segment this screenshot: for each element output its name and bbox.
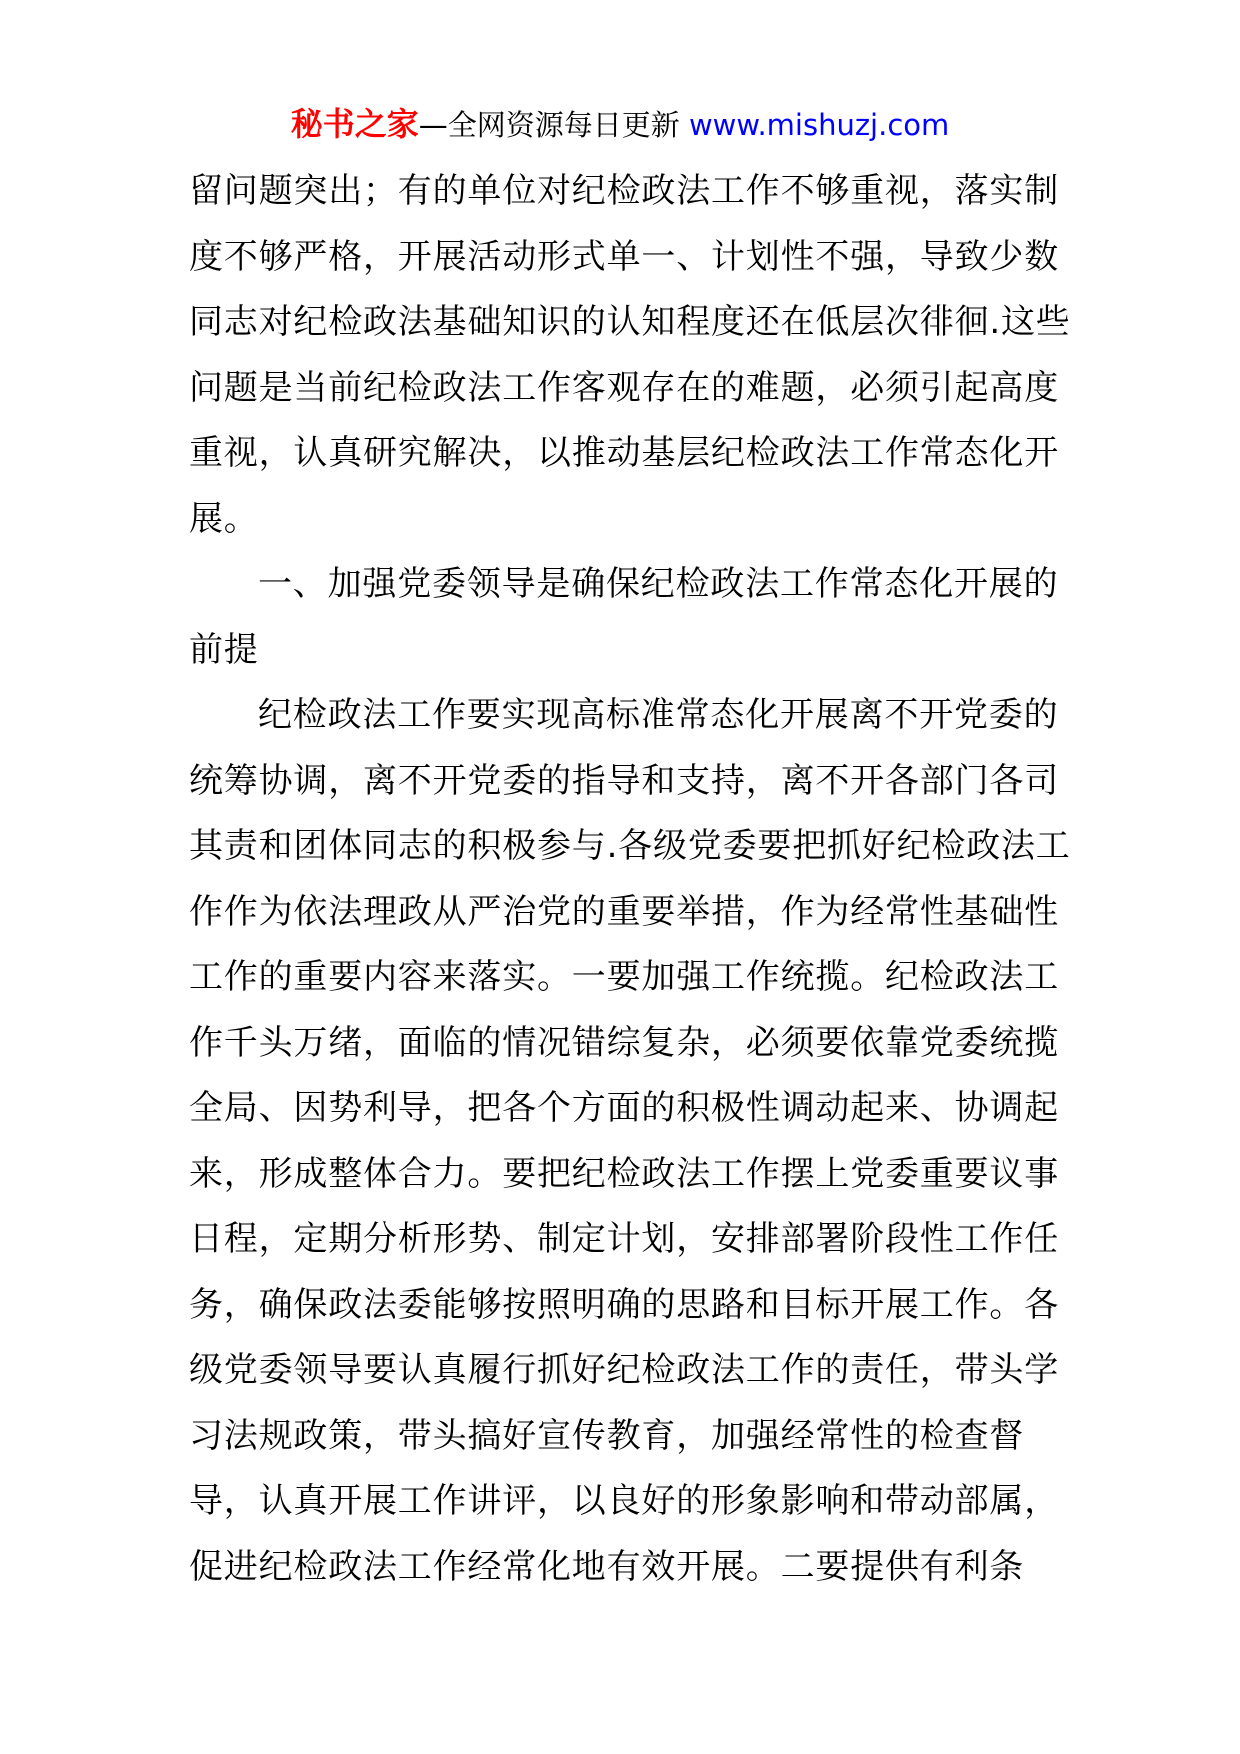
text-line: 习法规政策，带头搞好宣传教育，加强经常性的检查督 bbox=[189, 1415, 1025, 1456]
text-line: 全局、因势利导，把各个方面的积极性调动起来、协调起 bbox=[189, 1088, 1059, 1128]
page-header bbox=[0, 100, 1240, 148]
site-url-link[interactable]: www.mishuzj.com bbox=[688, 108, 950, 142]
text-line: 问题是当前纪检政法工作客观存在的难题，必须引起高度 bbox=[189, 367, 1059, 408]
paragraph bbox=[189, 683, 1069, 1600]
section-heading bbox=[189, 552, 1069, 683]
text-line: 工作的重要内容来落实。一要加强工作统揽。纪检政法工 bbox=[189, 957, 1059, 997]
brand-name: 秘书之家 bbox=[290, 105, 419, 143]
text-line: 作作为依法理政从严治党的重要举措，作为经常性基础性 bbox=[189, 891, 1059, 932]
text-line: 度不够严格，开展活动形式单一、计划性不强，导致少数 bbox=[189, 236, 1059, 277]
text-line: 同志对纪检政法基础知识的认知程度还在低层次徘徊.这些 bbox=[189, 302, 1071, 342]
document-body bbox=[189, 159, 1069, 1600]
header-tagline: —全网资源每日更新 bbox=[418, 108, 689, 142]
text-line: 务，确保政法委能够按照明确的思路和目标开展工作。各 bbox=[189, 1284, 1059, 1325]
text-line: 留问题突出；有的单位对纪检政法工作不够重视，落实制 bbox=[189, 171, 1059, 211]
text-line: 日程，定期分析形势、制定计划，安排部署阶段性工作任 bbox=[189, 1219, 1059, 1259]
text-line: 纪检政法工作要实现高标准常态化开展离不开党委的 bbox=[258, 695, 1059, 735]
heading-line: 前提 bbox=[189, 629, 259, 670]
text-line: 展。 bbox=[189, 498, 259, 539]
text-line: 其责和团体同志的积极参与.各级党委要把抓好纪检政法工 bbox=[189, 826, 1071, 866]
text-line: 作千头万绪，面临的情况错综复杂，必须要依靠党委统揽 bbox=[189, 1022, 1059, 1063]
text-line: 导，认真开展工作讲评，以良好的形象影响和带动部属， bbox=[189, 1481, 1059, 1521]
text-line: 统筹协调，离不开党委的指导和支持，离不开各部门各司 bbox=[189, 760, 1059, 801]
heading-line: 一、加强党委领导是确保纪检政法工作常态化开展的 bbox=[258, 564, 1059, 604]
text-line: 级党委领导要认真履行抓好纪检政法工作的责任，带头学 bbox=[189, 1350, 1059, 1390]
text-line: 促进纪检政法工作经常化地有效开展。二要提供有利条 bbox=[189, 1546, 1025, 1587]
text-line: 来，形成整体合力。要把纪检政法工作摆上党委重要议事 bbox=[189, 1153, 1059, 1194]
paragraph bbox=[189, 159, 1069, 552]
text-line: 重视，认真研究解决，以推动基层纪检政法工作常态化开 bbox=[189, 433, 1059, 473]
